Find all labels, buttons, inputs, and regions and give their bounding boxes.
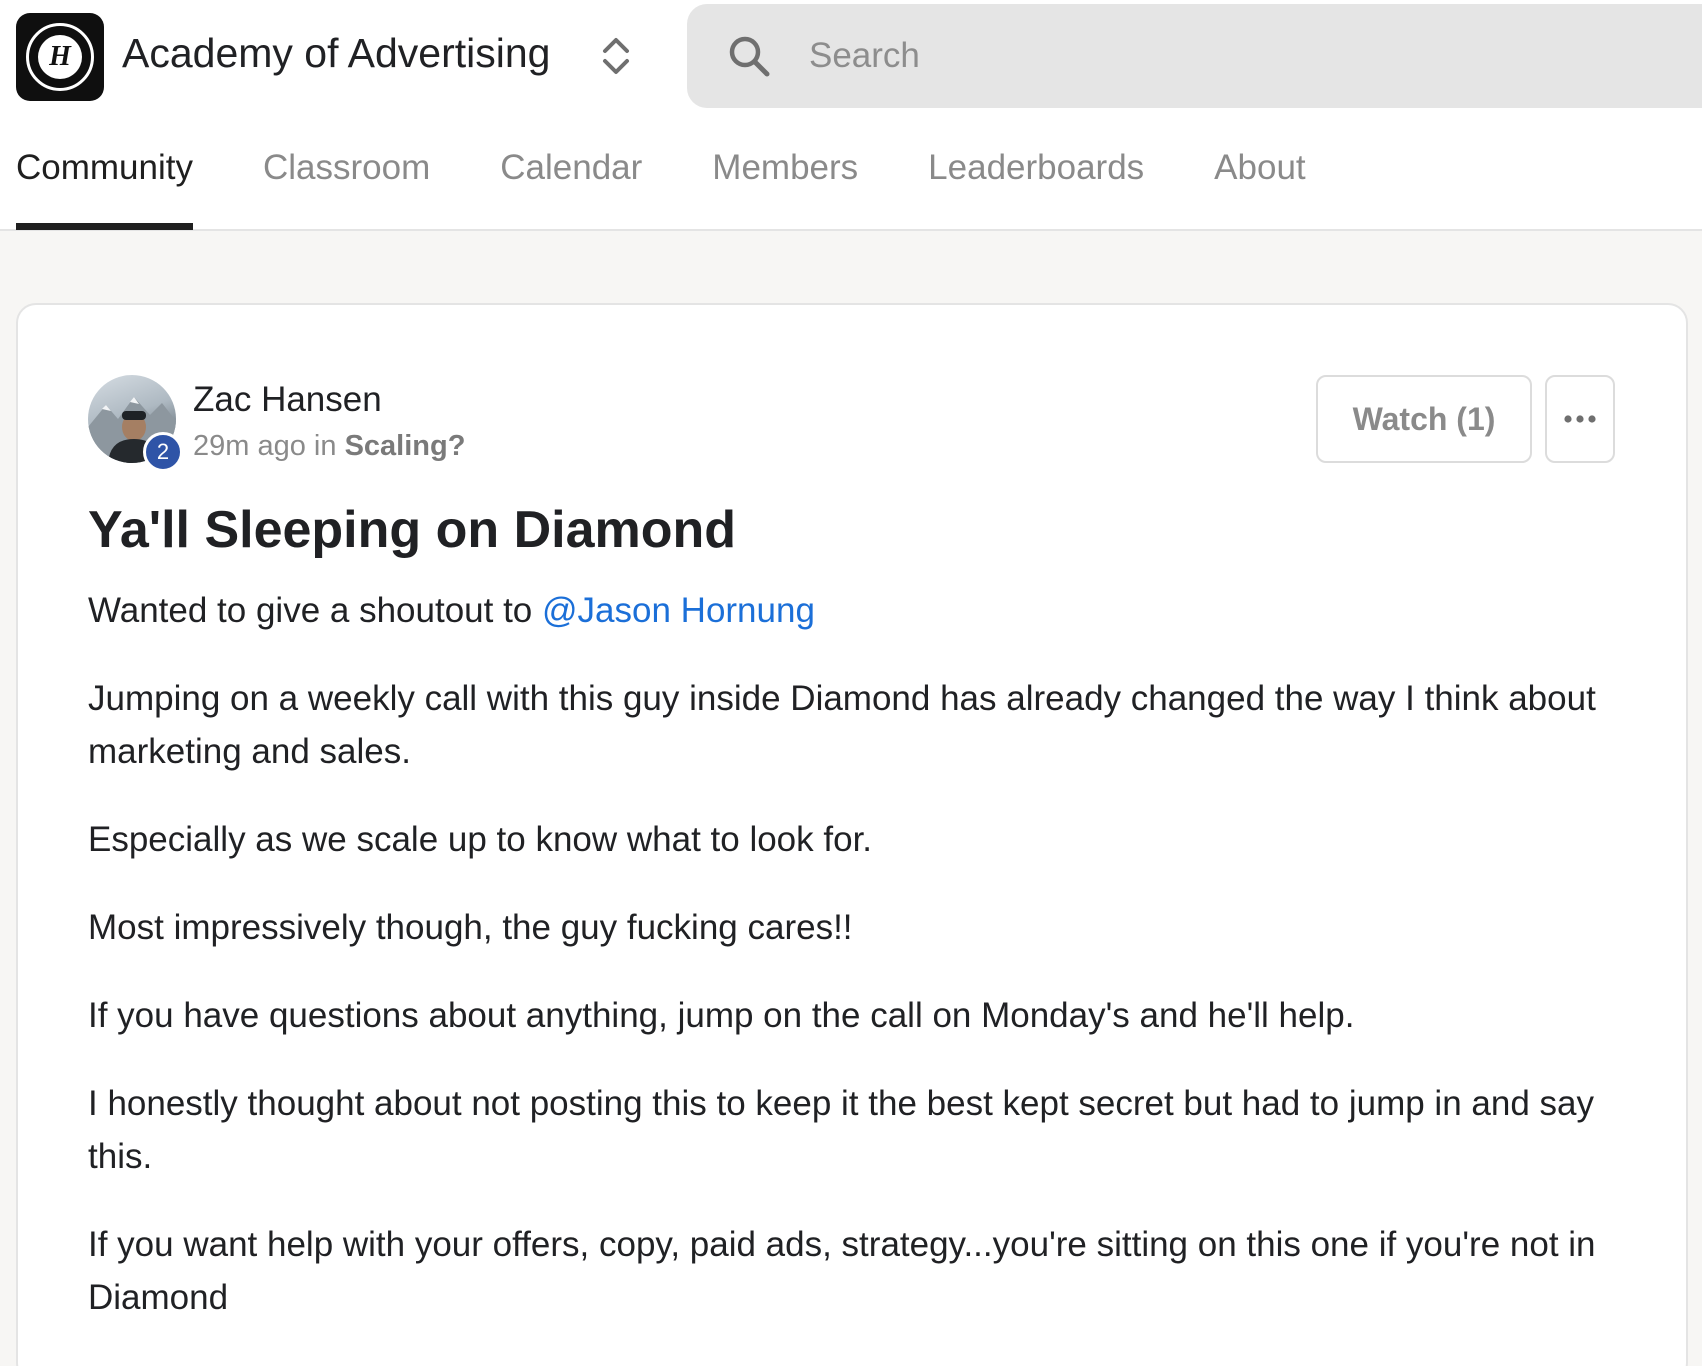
post-paragraph: Most impressively though, the guy fucking cares!!	[88, 908, 853, 947]
nav-tabs	[16, 130, 1376, 230]
chevron-up-down-icon[interactable]	[598, 34, 634, 78]
more-options-button[interactable]	[1545, 375, 1615, 463]
post-intro	[88, 584, 1648, 637]
logo-ring	[26, 23, 94, 91]
post-paragraph: I honestly thought about not posting this to keep it the best kept secret but had to jump in and say this.	[88, 1084, 1594, 1176]
tab-community[interactable]: Community	[16, 130, 193, 230]
community-name[interactable]: Academy of Advertising	[122, 30, 551, 76]
post-in-word: in	[313, 430, 337, 462]
post-paragraph: If you want help with your offers, copy, paid ads, strategy...you're sitting on this one if you're not in Diamond	[88, 1225, 1596, 1317]
search-icon	[727, 34, 771, 78]
more-horizontal-icon	[1563, 414, 1597, 424]
top-header	[0, 0, 1702, 231]
search-input[interactable]	[809, 30, 1669, 82]
post-body	[88, 584, 1648, 1359]
tab-calendar[interactable]: Calendar	[500, 148, 643, 187]
mention-link[interactable]: @Jason Hornung	[542, 591, 815, 630]
watch-button[interactable]: Watch (1)	[1316, 375, 1532, 463]
logo-letter: H	[38, 35, 82, 79]
level-badge: 2	[143, 432, 183, 472]
tab-about[interactable]: About	[1214, 148, 1306, 187]
post-paragraph: Jumping on a weekly call with this guy inside Diamond has already changed the way I think about marketing and sales.	[88, 679, 1596, 771]
intro-text: Wanted to give a shoutout to	[88, 591, 533, 630]
post-title: Ya'll Sleeping on Diamond	[88, 501, 737, 559]
search-bar[interactable]	[687, 4, 1702, 108]
tab-members[interactable]: Members	[712, 148, 859, 187]
post-paragraph: Especially as we scale up to know what to look for.	[88, 820, 873, 859]
author-name[interactable]: Zac Hansen	[193, 380, 382, 419]
post-paragraph: If you have questions about anything, jump on the call on Monday's and he'll help.	[88, 996, 1355, 1035]
post-category[interactable]: Scaling?	[344, 430, 466, 462]
tab-classroom[interactable]: Classroom	[262, 148, 431, 187]
community-logo[interactable]	[16, 13, 104, 101]
post-meta	[193, 430, 465, 463]
tab-leaderboards[interactable]: Leaderboards	[928, 148, 1145, 187]
post-time: 29m ago	[193, 430, 306, 462]
